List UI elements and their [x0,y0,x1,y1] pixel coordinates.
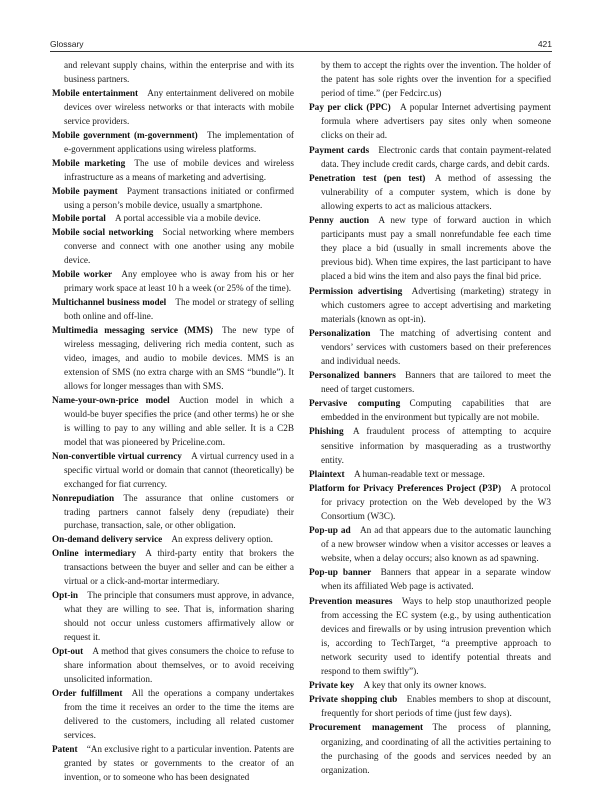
glossary-term: Private key [309,681,355,692]
page-number: 421 [537,39,552,49]
glossary-entry [52,533,294,547]
glossary-entry [52,743,294,785]
glossary-entry [309,101,551,143]
glossary-continuation: by them to accept the rights over the invention. The holder of the patent has sole rights over the invention for a specified period of time.” (per Fedcirc.us) [321,61,551,100]
glossary-term: Personalization [309,328,371,339]
glossary-term: Multichannel business model [52,297,167,308]
left-column [52,59,294,785]
glossary-term: Online intermediary [52,548,137,559]
glossary-entry [52,129,294,157]
glossary-term: Plaintext [309,469,345,480]
glossary-term: Permission advertising [309,286,403,297]
glossary-definition: The use of mobile devices and wireless infrastructure as a means of marketing and advertising. [64,157,294,182]
glossary-entry [52,268,294,296]
glossary-entry [309,482,551,524]
glossary-definition: A new type of forward auction in which participants must pay a small nonrefundable fee each time they place a bid (usually in small increments above the previous bid). When time expires, the last participant to have placed a bid wins the item and also pays the final bid price. [321,216,552,283]
glossary-entry [52,226,294,268]
section-title: Glossary [50,39,84,49]
header-rule [50,51,552,52]
glossary-definition: A key that only its owner knows. [363,681,487,692]
glossary-definition: A virtual currency used in a specific virtual world or domain that cannot (theoretically) be exchanged for fiat currency. [64,450,295,489]
glossary-definition: Enables members to shop at discount, frequently for short periods of time (just few days). [321,695,551,720]
glossary-entry [309,285,551,327]
glossary-definition: An ad that appears due to the automatic launching of a new browser window when a visitor accesses or leaves a website, when a delay occurs; also known as ad spawning. [321,526,551,565]
glossary-entry [52,589,294,645]
glossary-definition: A method that gives consumers the choice to refuse to share information about themselves, or to avoid receiving unsolicited information. [64,646,294,684]
glossary-definition: The model or strategy of selling both online and off-line. [64,297,295,322]
glossary-definition: Banners that appear in a separate window when its affiliated Web page is activated. [321,568,551,593]
glossary-term: Multimedia messaging service (MMS) [52,325,213,336]
glossary-term: Penetration test (pen test) [309,173,426,184]
glossary-term: Pervasive computing [309,399,401,410]
running-head [50,39,552,51]
glossary-entry [309,524,551,566]
glossary-entry [309,327,551,369]
glossary-definition: Electronic cards that contain payment-related data. They include credit cards, charge cards, and debit cards. [321,145,551,170]
glossary-entry [52,394,294,450]
glossary-term: Platform for Privacy Preferences Project (P3P) [309,483,502,494]
glossary-definition: A human-readable text or message. [353,469,485,480]
glossary-definition: All the operations a company undertakes from the time it receives an order to the time the items are delivered to the customers, including all related customer services. [64,687,294,740]
glossary-definition: Banners that are tailored to meet the need of target customers. [321,371,551,396]
glossary-term: Pop-up banner [309,568,372,579]
glossary-term: Mobile portal [52,213,106,224]
glossary-entry [52,547,294,589]
glossary-entry [52,450,294,492]
glossary-entry [309,369,551,397]
right-column [309,59,551,778]
glossary-definition: Ways to help stop unauthorized people from accessing the EC system (e.g., by using authentication devices and firewalls or by using intrusion prevention which is, according to TechTarget, “a preemptive approach to network security used to identify potential threats and respond to them swiftly”). [321,596,552,678]
glossary-entry [309,721,551,777]
glossary-entry [52,645,294,687]
glossary-definition: Any employee who is away from his or her primary work space at least 10 h a week (or 25% of the time). [64,269,294,294]
glossary-term: Phishing [309,427,344,438]
glossary-definition: The matching of advertising content and vendors’ services with customers based on their preferences and individual needs. [321,328,551,367]
glossary-definition: A fraudulent process of attempting to acquire sensitive information by masquerading as a trustworthy entity. [321,427,551,466]
glossary-entry [309,566,551,594]
glossary-entry [52,185,294,213]
glossary-entry [309,425,551,467]
glossary-entry [309,468,551,482]
glossary-term: Mobile worker [52,269,113,280]
glossary-term: Penny auction [309,216,370,227]
glossary-definition: An express delivery option. [171,534,273,545]
glossary-entry [309,595,551,680]
glossary-term: Opt-in [52,590,79,601]
glossary-definition: A protocol for privacy protection on the Web developed by the W3 Consortium (W3C). [321,483,551,522]
glossary-continuation: and relevant supply chains, within the enterprise and with its business partners. [64,60,294,84]
glossary-definition: Computing capabilities that are embedded in the environment but typically are not mobile. [321,399,551,424]
glossary-term: Non-convertible virtual currency [52,450,182,461]
glossary-entry [309,214,551,284]
glossary-definition: A popular Internet advertising payment formula where advertisers pay sites only when someone clicks on their ad. [321,103,551,142]
glossary-term: Nonrepudiation [52,492,115,503]
glossary-entry [52,324,294,394]
glossary-entry [52,492,294,534]
glossary-term: Mobile social networking [52,227,154,238]
glossary-definition: The new type of wireless messaging, delivering rich media content, such as video, images, and audio to mobile devices. MMS is an extension of SMS (no extra charge with an SMS “bundle”). It allows for longer messages than with SMS. [64,325,294,391]
glossary-definition: The implementation of e-government applications using wireless platforms. [64,129,294,154]
glossary-term: Personalized banners [309,371,396,382]
glossary-term: Payment cards [309,145,370,156]
glossary-entry [52,296,294,324]
glossary-term: Pay per click (PPC) [309,103,391,114]
glossary-term: Patent [52,743,78,754]
glossary-term: Name-your-own-price model [52,394,170,405]
glossary-definition: Any entertainment delivered on mobile devices over wireless networks or that interacts with mobile service providers. [64,87,294,126]
glossary-entry [309,679,551,693]
glossary-definition: Auction model in which a would-be buyer specifies the price (and other terms) he or she is willing to pay to any willing and able seller. It is a C2B model that was pioneered by Priceline.com. [64,394,294,447]
glossary-definition: “An exclusive right to a particular invention. Patents are granted by states or governments to the creator of an invention, or to someone who has been designated [64,743,294,782]
glossary-term: Mobile government (m-government) [52,129,198,140]
glossary-definition: The assurance that online customers or trading partners cannot falsely deny (repudiate) their purchase, transaction, sale, or other obligation. [64,492,294,531]
glossary-term: Mobile payment [52,185,118,196]
glossary-term: Prevention measures [309,596,393,607]
glossary-entry [52,687,294,743]
glossary-entry [309,172,551,214]
glossary-term: On-demand delivery service [52,534,163,545]
glossary-term: Procurement management [309,723,424,734]
glossary-definition: The principle that consumers must approve, in advance, what they are willing to see. That is, information sharing should not occur unless customers affirmatively allow or request it. [64,590,294,643]
glossary-definition: The process of planning, organizing, and coordinating of all the activities pertaining to the purchasing of the goods and services needed by an organization. [321,723,551,776]
glossary-entry [309,693,551,721]
glossary-definition: Social networking where members converse and connect with one another using any mobile device. [64,227,294,266]
glossary-definition: A third-party entity that brokers the transactions between the buyer and seller and can be either a virtual or a click-and-mortar intermediary. [64,548,294,587]
glossary-entry [52,212,294,226]
glossary-term: Opt-out [52,646,84,657]
glossary-entry [309,144,551,172]
glossary-definition: A method of assessing the vulnerability of a computer system, which is done by allowing experts to act as malicious attackers. [321,173,551,212]
glossary-entry [309,397,551,425]
glossary-entry [52,157,294,185]
glossary-term: Pop-up ad [309,526,351,537]
glossary-entry [52,87,294,129]
glossary-definition: A portal accessible via a mobile device. [115,213,261,224]
glossary-definition: Payment transactions initiated or confirmed using a person’s mobile device, usually a smartphone. [64,185,294,210]
glossary-term: Mobile entertainment [52,87,139,98]
glossary-definition: Advertising (marketing) strategy in which customers agree to accept advertising and marketing materials (known as opt-in). [321,286,552,325]
glossary-term: Private shopping club [309,695,398,706]
glossary-term: Mobile marketing [52,157,126,168]
glossary-term: Order fulfillment [52,687,123,698]
